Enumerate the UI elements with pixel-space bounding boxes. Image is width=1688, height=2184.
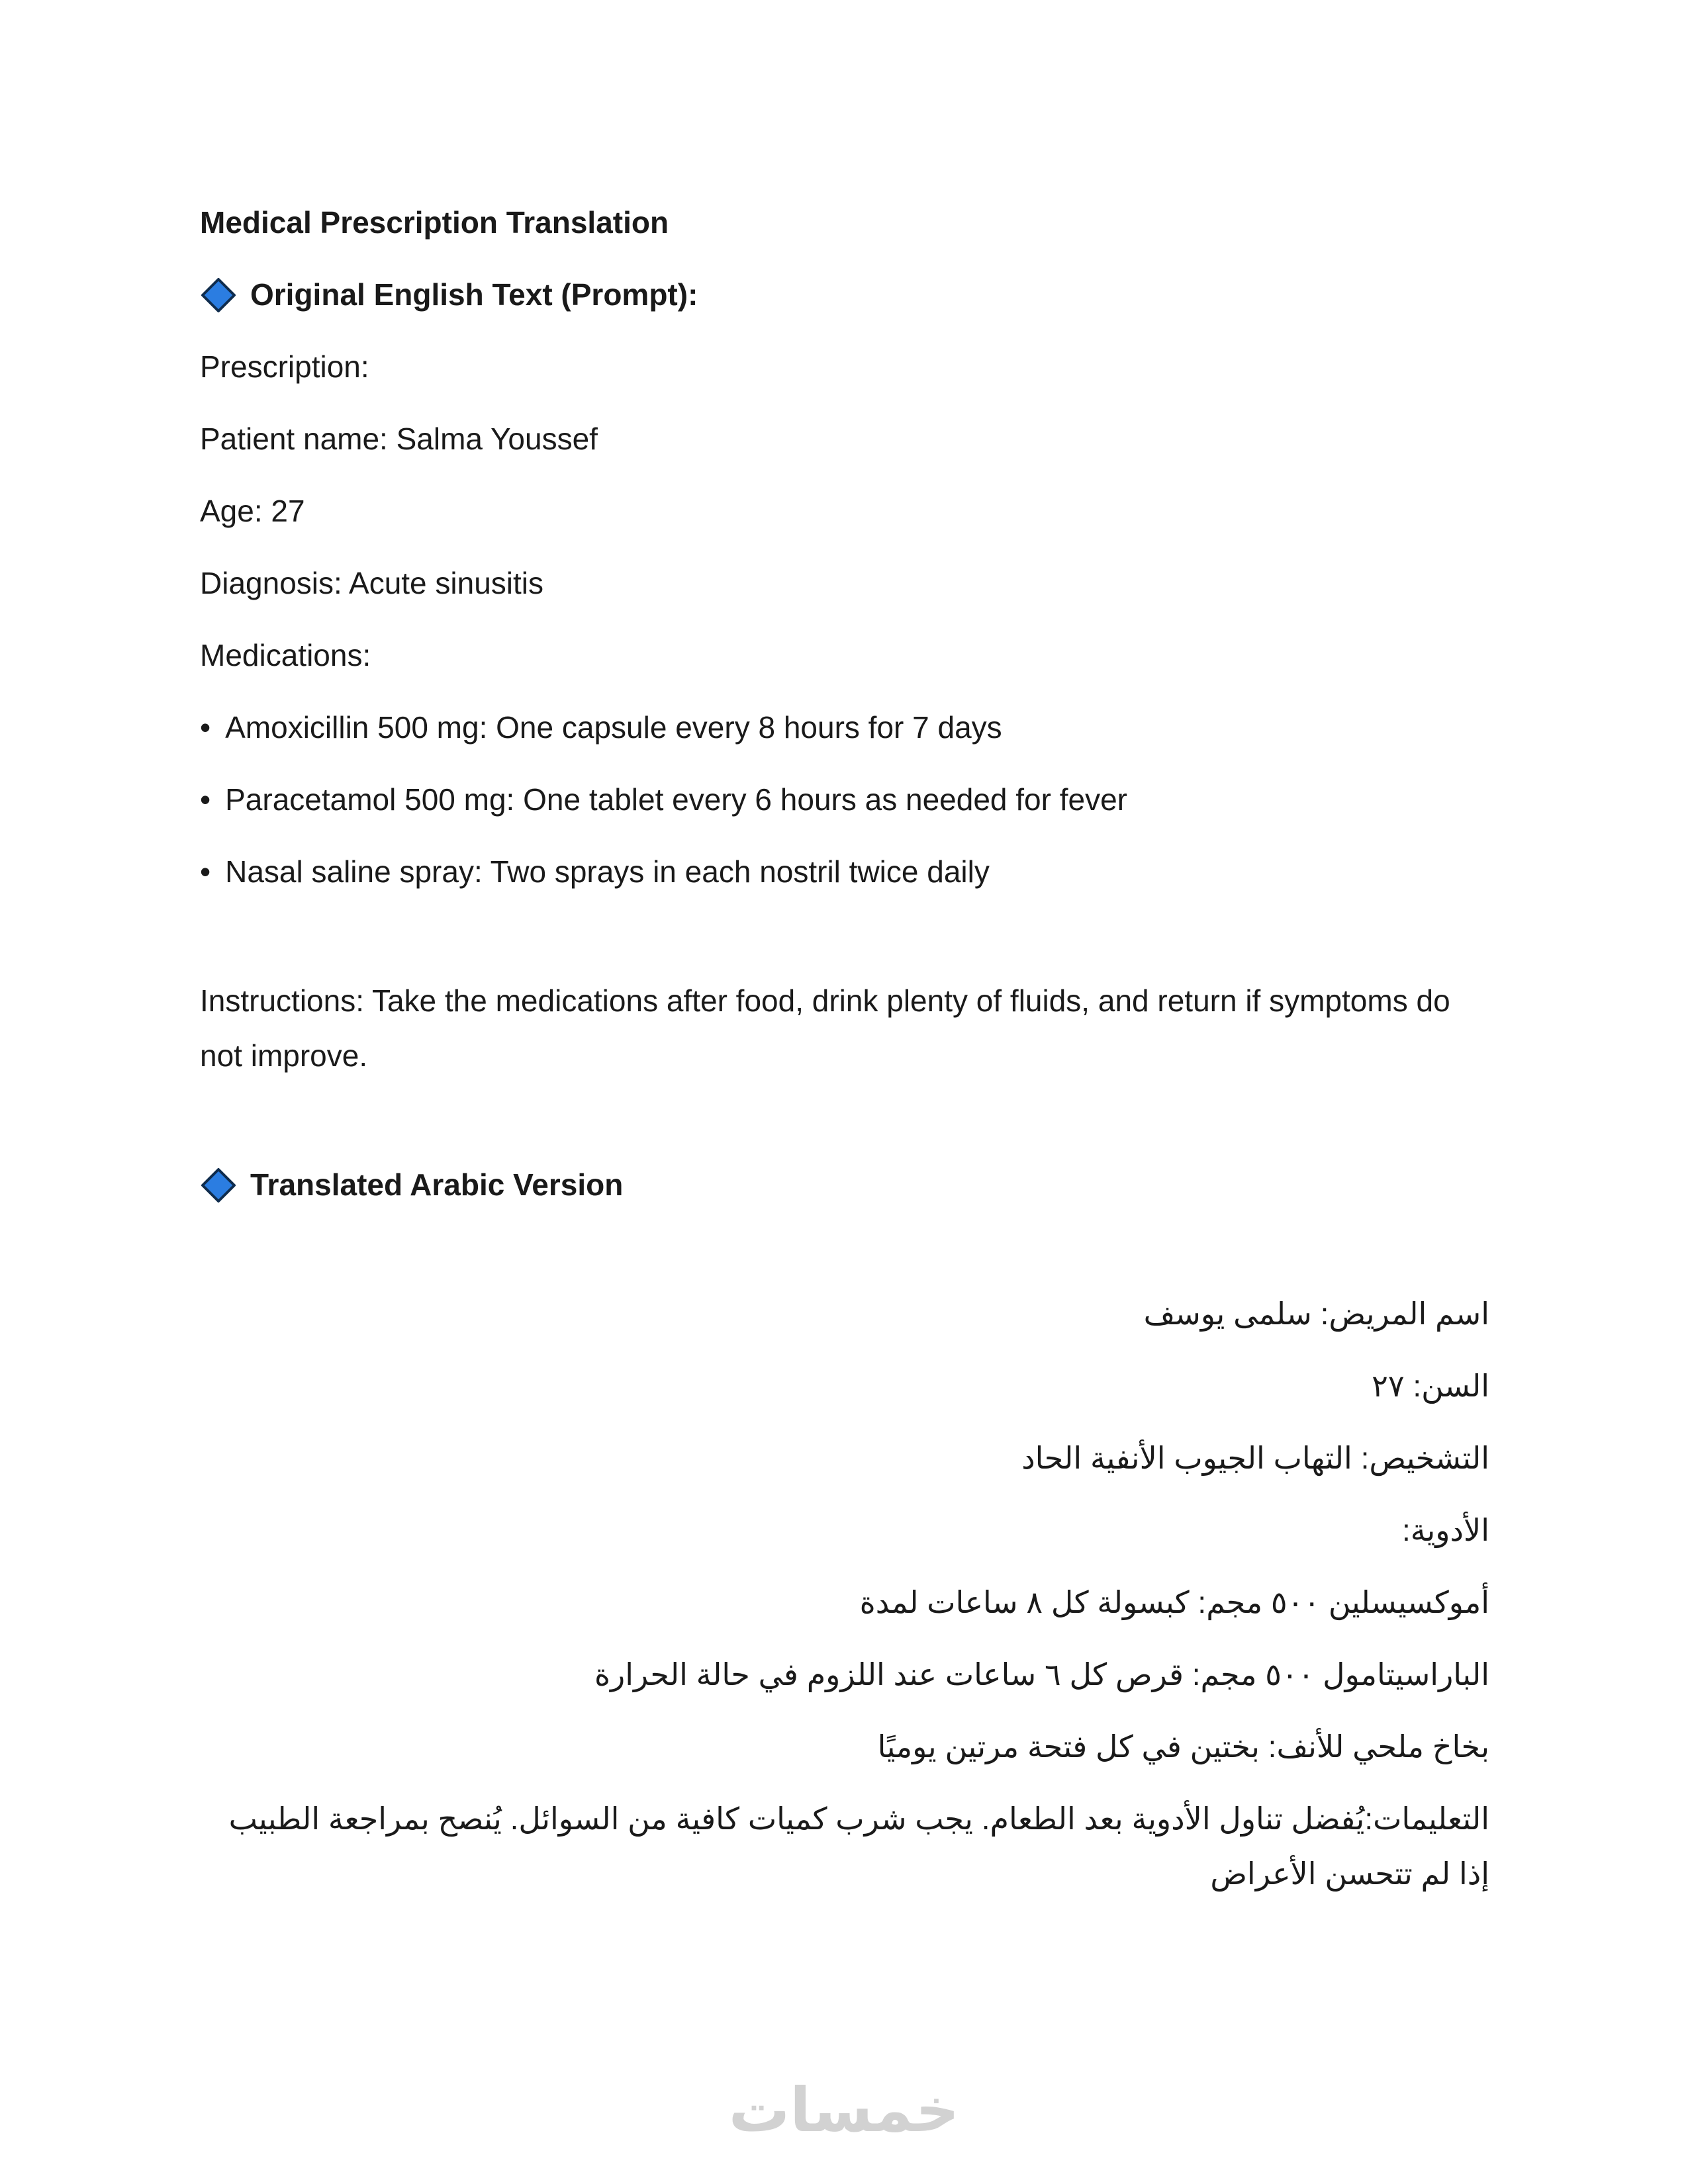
- arabic-patient-line: اسم المريض: سلمى يوسف: [1143, 1297, 1489, 1331]
- arabic-medication-amoxicillin: أموكسيسلين ٥٠٠ مجم: كبسولة كل ٨ ساعات لمدة: [859, 1585, 1489, 1619]
- arabic-instructions-paragraph: التعليمات:يُفضل تناول الأدوية بعد الطعام. يجب شرب كميات كافية من السوائل. يُنصح بمراجعة الطبيب إذا لم تتحسن الأعراض: [228, 1801, 1489, 1891]
- bullet-marker: •: [200, 854, 211, 889]
- medication-bullet-paracetamol: [200, 772, 1489, 827]
- arabic-age-line: السن: ٢٧: [1372, 1369, 1489, 1403]
- prescription-label: Prescription:: [200, 349, 369, 384]
- medication-bullet-text: Amoxicillin 500 mg: One capsule every 8 hours for 7 days: [225, 710, 1002, 745]
- bullet-marker: •: [200, 782, 211, 817]
- medication-bullet-text: Nasal saline spray: Two sprays in each nostril twice daily: [225, 854, 990, 889]
- medications-label: Medications:: [200, 638, 371, 672]
- age-line: Age: 27: [200, 494, 305, 528]
- blue-diamond-icon: [200, 1167, 237, 1204]
- bullet-marker: •: [200, 710, 211, 745]
- arabic-medication-nasal-spray: بخاخ ملحي للأنف: بختين في كل فتحة مرتين يوميًا: [877, 1729, 1489, 1764]
- page-title: Medical Prescription Translation: [200, 205, 669, 240]
- arabic-medications-label: الأدوية:: [1402, 1513, 1489, 1547]
- diagnosis-line: Diagnosis: Acute sinusitis: [200, 566, 544, 600]
- khamsat-watermark: خمسات: [728, 2077, 960, 2144]
- arabic-section-heading: [200, 1158, 1489, 1212]
- medication-bullet-amoxicillin: [200, 700, 1489, 755]
- arabic-diagnosis-line: التشخيص: التهاب الجيوب الأنفية الحاد: [1021, 1441, 1489, 1475]
- medication-bullet-nasal-spray: [200, 844, 1489, 899]
- patient-name-line: Patient name: Salma Youssef: [200, 422, 598, 456]
- medication-bullet-text: Paracetamol 500 mg: One tablet every 6 hours as needed for fever: [225, 782, 1127, 817]
- instructions-paragraph: Instructions: Take the medications after food, drink plenty of fluids, and return if symptoms do not improve.: [200, 983, 1450, 1073]
- english-section-heading-label: Original English Text (Prompt):: [250, 277, 698, 312]
- english-section-heading: [200, 267, 1489, 322]
- blue-diamond-icon: [200, 277, 237, 314]
- arabic-section-heading-label: Translated Arabic Version: [250, 1167, 624, 1202]
- arabic-medication-paracetamol: الباراسيتامول ٥٠٠ مجم: قرص كل ٦ ساعات عند اللزوم في حالة الحرارة: [594, 1657, 1489, 1692]
- document-content: [200, 195, 1489, 1919]
